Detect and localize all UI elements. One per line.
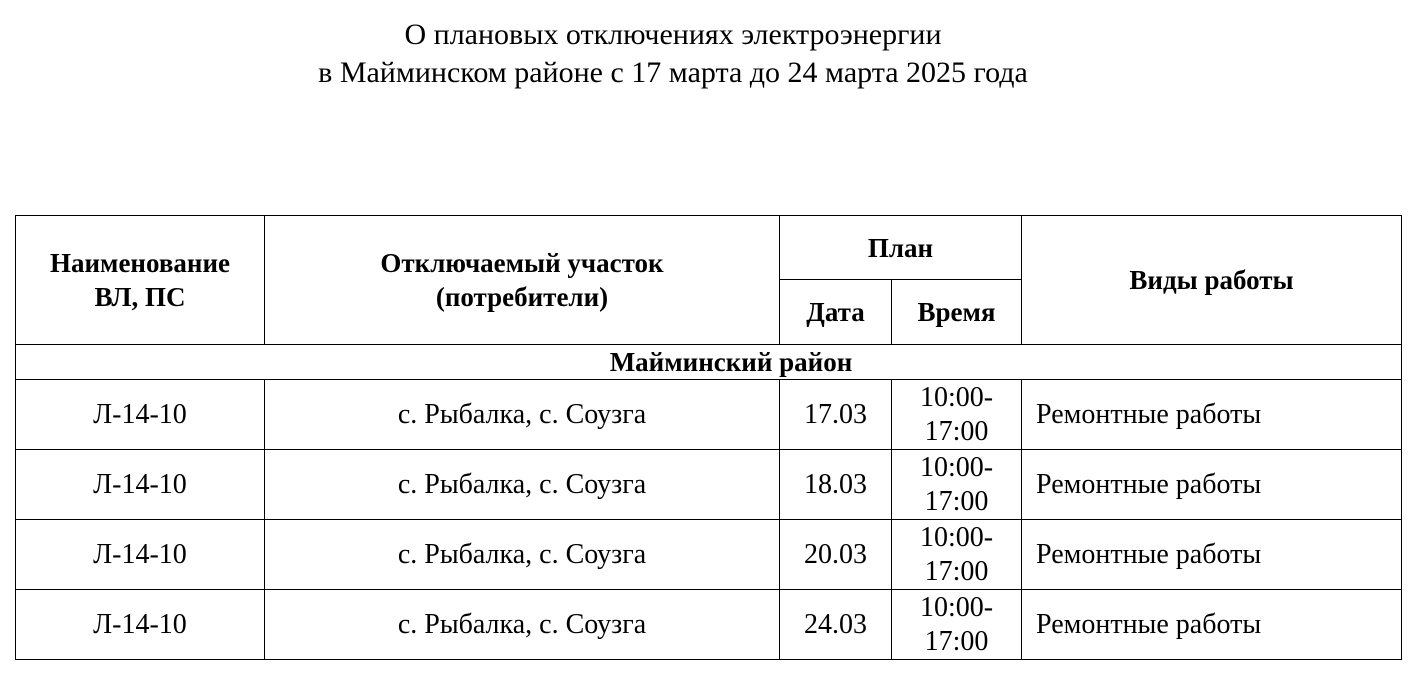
cell-work: Ремонтные работы [1022, 450, 1402, 520]
cell-work: Ремонтные работы [1022, 380, 1402, 450]
time-end: 17:00 [924, 625, 989, 657]
cell-line: Л-14-10 [16, 520, 265, 590]
header-row-1 [16, 216, 1402, 280]
header-line-name-part-2: ВЛ, ПС [94, 282, 186, 312]
outage-schedule-table [15, 215, 1402, 660]
cell-date: 18.03 [780, 450, 892, 520]
district-row [16, 345, 1402, 380]
cell-time [892, 590, 1022, 660]
time-end: 17:00 [924, 485, 989, 517]
table-row [16, 520, 1402, 590]
time-start: 10:00- [919, 451, 994, 483]
header-plan: План [780, 216, 1022, 280]
title-line-1: О плановых отключениях электроэнергии [404, 18, 942, 51]
cell-date: 24.03 [780, 590, 892, 660]
header-work-type: Виды работы [1022, 216, 1402, 345]
header-line-name-part-1: Наименование [50, 248, 230, 278]
cell-line: Л-14-10 [16, 590, 265, 660]
cell-time [892, 520, 1022, 590]
header-section-part-2: (потребители) [435, 282, 609, 312]
cell-date: 20.03 [780, 520, 892, 590]
table-row [16, 450, 1402, 520]
table-row [16, 380, 1402, 450]
time-start: 10:00- [919, 521, 994, 553]
header-time: Время [892, 280, 1022, 345]
time-start: 10:00- [919, 591, 994, 623]
cell-date: 17.03 [780, 380, 892, 450]
cell-area: с. Рыбалка, с. Соузга [265, 520, 780, 590]
table-row [16, 590, 1402, 660]
cell-work: Ремонтные работы [1022, 590, 1402, 660]
district-name: Майминский район [16, 345, 1402, 380]
time-end: 17:00 [924, 555, 989, 587]
cell-line: Л-14-10 [16, 450, 265, 520]
cell-time [892, 450, 1022, 520]
time-end: 17:00 [924, 415, 989, 447]
title-line-2: в Майминском районе с 17 марта до 24 марта 2025 года [318, 56, 1028, 89]
cell-area: с. Рыбалка, с. Соузга [265, 450, 780, 520]
header-section [265, 216, 780, 345]
cell-area: с. Рыбалка, с. Соузга [265, 590, 780, 660]
time-start: 10:00- [919, 381, 994, 413]
cell-line: Л-14-10 [16, 380, 265, 450]
header-line-name [16, 216, 265, 345]
cell-work: Ремонтные работы [1022, 520, 1402, 590]
document-title [0, 16, 1346, 92]
header-section-part-1: Отключаемый участок [380, 248, 664, 278]
cell-time [892, 380, 1022, 450]
header-date: Дата [780, 280, 892, 345]
cell-area: с. Рыбалка, с. Соузга [265, 380, 780, 450]
